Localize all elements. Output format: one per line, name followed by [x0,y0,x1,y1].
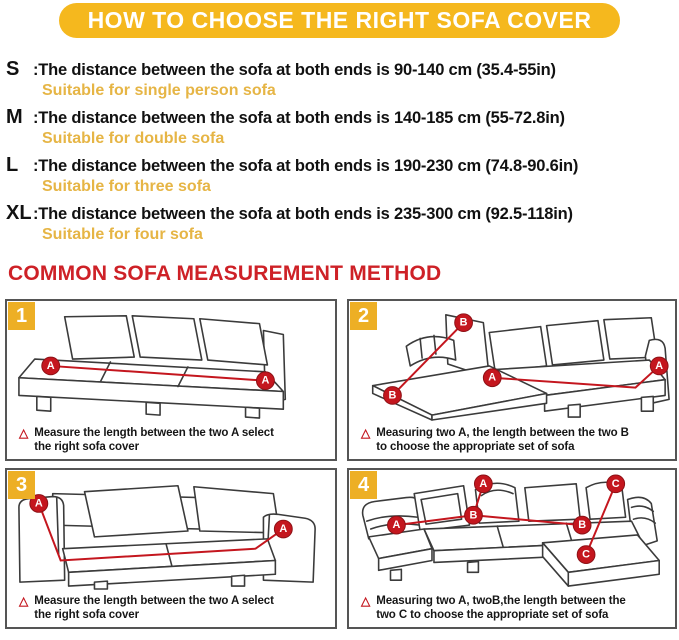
svg-text:A: A [46,359,55,372]
marker-c-icon [607,475,625,493]
warning-triangle-icon: △ [19,426,29,440]
size-label: M [6,106,23,128]
size-label: S [6,58,20,80]
panel-4 [347,468,677,629]
size-label: L [6,154,19,176]
sofa-diagram-sectional-icon [349,472,675,590]
svg-text:A: A [655,359,664,372]
size-guide [6,58,679,245]
size-suitable-text: Suitable for three sofa [42,178,211,195]
warning-triangle-icon: △ [361,426,371,440]
caption-line-1: Measuring two A, twoB,the length between the [376,595,626,607]
sofa-diagram-two-seat-icon [7,472,335,590]
size-suitable-text: Suitable for four sofa [42,226,203,243]
panel-3 [5,468,337,629]
marker-a-icon [388,516,406,534]
warning-triangle-icon: △ [361,594,371,608]
size-suitable-text: Suitable for double sofa [42,130,225,147]
marker-a-icon [256,372,274,390]
svg-text:A: A [479,477,488,490]
size-row-xl [6,202,679,245]
marker-a-icon [42,357,60,375]
panel-1 [5,299,337,461]
marker-a-icon [274,520,292,538]
marker-a-icon [474,475,492,493]
caption-line-2: two C to choose the appropriate set of sofa [376,609,609,621]
size-row-m [6,106,679,149]
size-description: :The distance between the sofa at both ends is 235-300 cm (92.5-118in) [33,205,573,223]
caption-line-1: Measuring two A, the length between the two B [376,427,629,439]
panel-caption [361,426,671,454]
marker-c-icon [577,546,595,564]
caption-line-2: the right sofa cover [34,609,139,621]
marker-b-icon [455,314,473,332]
svg-text:A: A [392,519,401,532]
marker-b-icon [573,516,591,534]
svg-text:B: B [578,519,587,532]
caption-line-1: Measure the length between the two A select [34,595,274,607]
measurement-panels [5,299,679,629]
panel-number-badge: 1 [8,302,35,330]
marker-a-icon [650,357,668,375]
caption-line-2: the right sofa cover [34,441,139,453]
size-label: XL [6,202,32,224]
svg-text:B: B [469,509,478,522]
panel-2 [347,299,677,461]
size-description: :The distance between the sofa at both ends is 140-185 cm (55-72.8in) [33,109,565,127]
svg-text:A: A [261,374,270,387]
size-description: :The distance between the sofa at both ends is 190-230 cm (74.8-90.6in) [33,157,579,175]
panel-caption [361,594,671,622]
panel-number-badge: 3 [8,471,35,499]
size-suitable-text: Suitable for single person sofa [42,82,276,99]
size-row-l [6,154,679,197]
caption-line-1: Measure the length between the two A select [34,427,274,439]
sofa-diagram-l-shape-icon [349,303,675,421]
panel-caption [19,426,331,454]
section-heading: COMMON SOFA MEASUREMENT METHOD [8,262,442,285]
svg-text:C: C [582,548,591,561]
panel-number-badge: 4 [350,471,377,499]
sofa-cover-infographic [0,3,679,629]
marker-b-icon [384,387,402,405]
banner-title: HOW TO CHOOSE THE RIGHT SOFA COVER [87,7,592,33]
svg-text:A: A [34,497,43,510]
svg-text:B: B [459,316,468,329]
marker-b-icon [465,506,483,524]
size-description: :The distance between the sofa at both ends is 90-140 cm (35.4-55in) [33,61,556,79]
svg-text:A: A [488,371,497,384]
panel-caption [19,594,331,622]
caption-line-2: to choose the appropriate set of sofa [376,441,575,453]
svg-text:C: C [611,477,620,490]
sofa-diagram-three-seat-icon [7,303,335,421]
panel-number-badge: 2 [350,302,377,330]
marker-a-icon [483,369,501,387]
size-row-s [6,58,679,101]
warning-triangle-icon: △ [19,594,29,608]
banner [59,3,620,38]
svg-text:B: B [388,389,397,402]
svg-text:A: A [279,523,288,536]
